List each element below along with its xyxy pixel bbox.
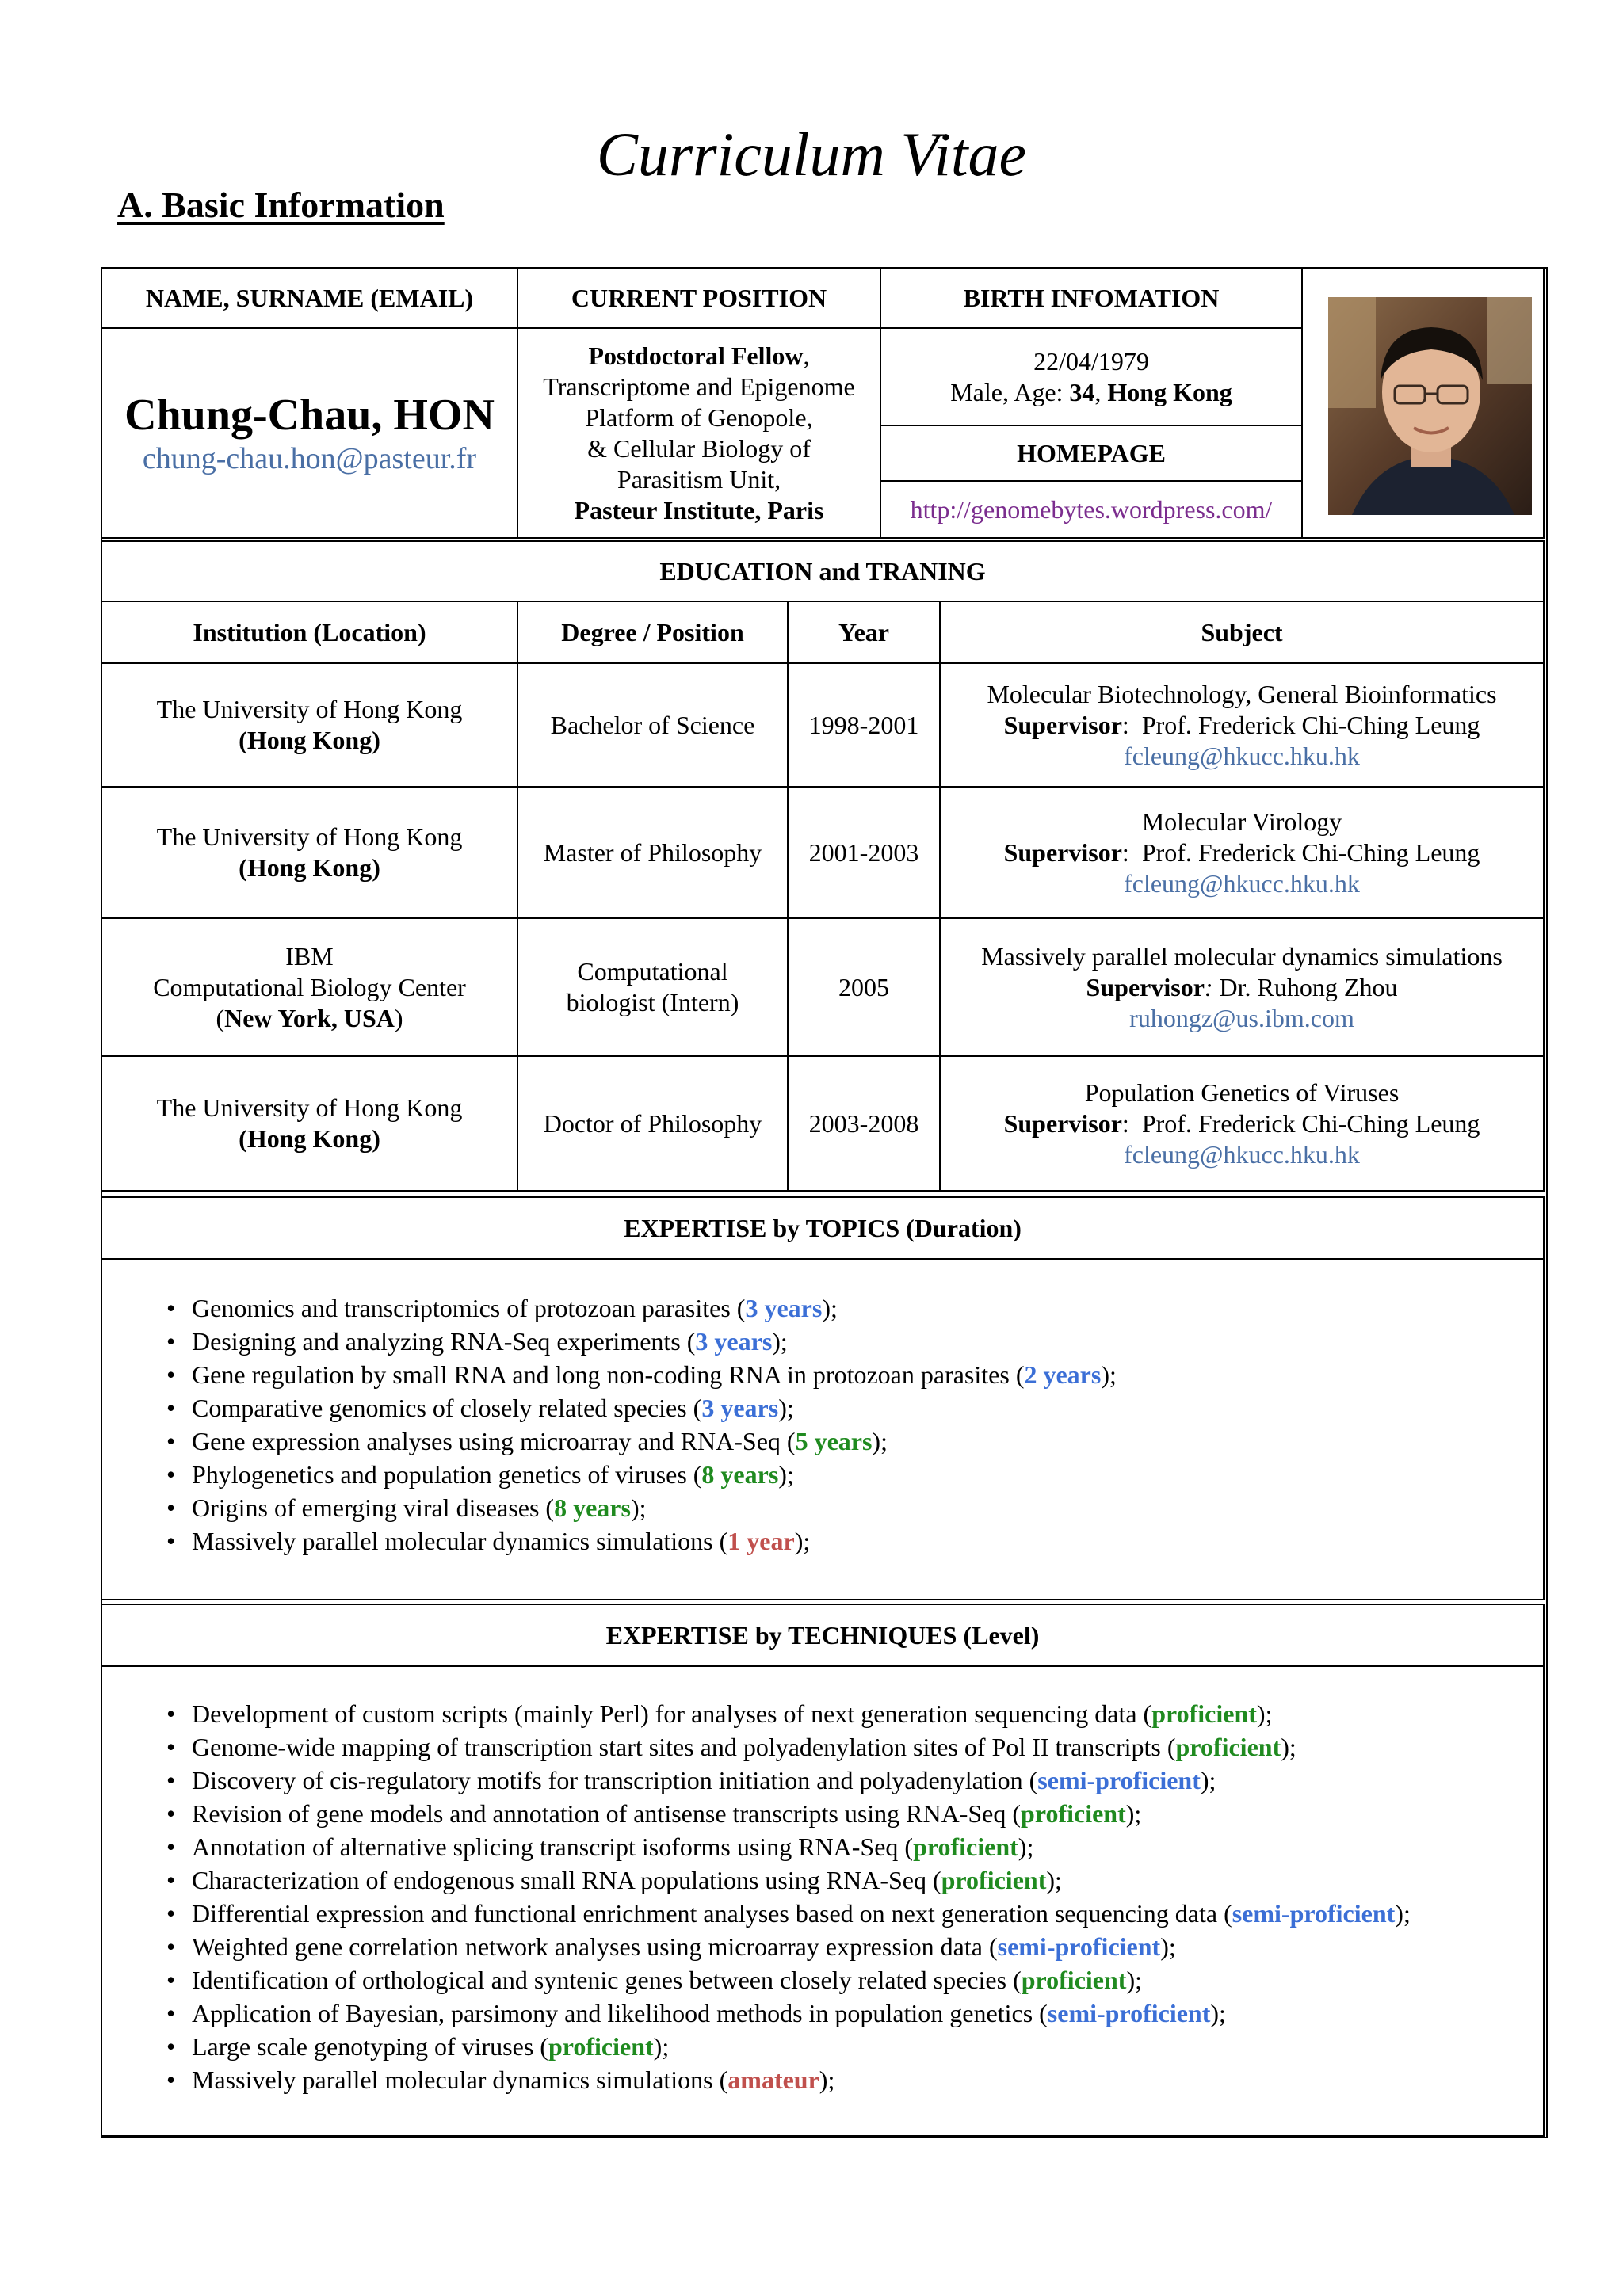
technique-item-level: amateur [727, 2065, 819, 2094]
table-row-institution: IBM Computational Biology Center (New York, USA) [101, 917, 518, 1057]
table-row-year: 2001-2003 [787, 786, 941, 919]
homepage-link[interactable]: http://genomebytes.wordpress.com/ [880, 480, 1303, 539]
technique-item: • Application of Bayesian, parsimony and likelihood methods in population genetics (semi-proficient); [166, 1997, 1411, 2030]
techniques-list [166, 1697, 1411, 2096]
topic-item-text: Genomics and transcriptomics of protozoan parasites [192, 1294, 737, 1322]
technique-item-level: proficient [913, 1833, 1018, 1861]
topic-item: • Genomics and transcriptomics of protozoan parasites (3 years); [166, 1291, 1117, 1325]
topic-item-text: Designing and analyzing RNA-Seq experiments [192, 1327, 687, 1356]
technique-item: • Differential expression and functional enrichment analyses based on next generation sequencing data (semi-proficient); [166, 1897, 1411, 1930]
birth-details: Male, Age: 34, Hong Kong [950, 377, 1232, 406]
supervisor-email[interactable]: fcleung@hkucc.hku.hk [1124, 1139, 1360, 1169]
technique-item: • Massively parallel molecular dynamics simulations (amateur); [166, 2063, 1411, 2096]
supervisor-email[interactable]: fcleung@hkucc.hku.hk [1124, 741, 1360, 770]
technique-item-text: Differential expression and functional enrichment analyses based on next generation sequencing data [192, 1899, 1224, 1928]
table-row-institution: The University of Hong Kong (Hong Kong) [101, 786, 518, 919]
topic-item: • Gene expression analyses using microarray and RNA-Seq (5 years); [166, 1425, 1117, 1458]
technique-item: • Revision of gene models and annotation of antisense transcripts using RNA-Seq (proficient); [166, 1797, 1411, 1830]
position-title: Postdoctoral Fellow [588, 341, 804, 370]
section-heading-basic-info: A. Basic Information [117, 185, 445, 225]
person-email[interactable]: chung-chau.hon@pasteur.fr [142, 441, 477, 475]
technique-item-level: semi-proficient [1232, 1899, 1396, 1928]
technique-item-text: Characterization of endogenous small RNA populations using RNA-Seq [192, 1866, 933, 1894]
education-col-year: Year [787, 601, 941, 664]
technique-item-text: Massively parallel molecular dynamics simulations [192, 2065, 720, 2094]
topic-item-level: 8 years [701, 1460, 779, 1489]
topic-item-level: 1 year [727, 1527, 795, 1555]
topic-item: • Designing and analyzing RNA-Seq experiments (3 years); [166, 1325, 1117, 1358]
technique-item-level: semi-proficient [1037, 1766, 1201, 1794]
birth-cell [880, 327, 1303, 426]
technique-item: • Large scale genotyping of viruses (proficient); [166, 2030, 1411, 2063]
technique-item-text: Identification of orthological and syntenic genes between closely related species [192, 1966, 1014, 1994]
education-title: EDUCATION and TRANING [101, 540, 1545, 602]
technique-item-level: proficient [548, 2032, 654, 2061]
technique-item-text: Application of Bayesian, parsimony and likelihood methods in population genetics [192, 1999, 1040, 2027]
technique-item-level: proficient [1151, 1699, 1257, 1728]
name-cell [101, 327, 518, 539]
topics-title: EXPERTISE by TOPICS (Duration) [101, 1196, 1545, 1260]
profile-photo [1328, 297, 1532, 515]
technique-item: • Weighted gene correlation network analyses using microarray expression data (semi-proficient); [166, 1930, 1411, 1963]
topic-item-level: 5 years [795, 1427, 873, 1455]
birth-date: 22/04/1979 [1033, 346, 1149, 376]
supervisor-email[interactable]: ruhongz@us.ibm.com [1129, 1003, 1354, 1032]
education-col-degree: Degree / Position [517, 601, 789, 664]
supervisor-email[interactable]: fcleung@hkucc.hku.hk [1124, 868, 1360, 898]
technique-item: • Development of custom scripts (mainly Perl) for analyses of next generation sequencing data (proficient); [166, 1697, 1411, 1730]
table-row-degree: Master of Philosophy [517, 786, 789, 919]
topic-item-text: Origins of emerging viral diseases [192, 1493, 546, 1522]
topic-item-level: 3 years [701, 1394, 779, 1422]
technique-item-text: Revision of gene models and annotation of antisense transcripts using RNA-Seq [192, 1799, 1013, 1828]
technique-item-text: Annotation of alternative splicing transcript isoforms using RNA-Seq [192, 1833, 905, 1861]
technique-item-text: Discovery of cis-regulatory motifs for transcription initiation and polyadenylation [192, 1766, 1029, 1794]
technique-item-level: proficient [1175, 1733, 1281, 1761]
technique-item-text: Genome-wide mapping of transcription start sites and polyadenylation sites of Pol II transcripts [192, 1733, 1167, 1761]
table-row-degree: Computational biologist (Intern) [517, 917, 789, 1057]
person-name: Chung-Chau, HON [124, 390, 495, 440]
topic-item: • Gene regulation by small RNA and long non-coding RNA in protozoan parasites (2 years); [166, 1358, 1117, 1391]
table-row-institution: The University of Hong Kong (Hong Kong) [101, 662, 518, 788]
technique-item: • Characterization of endogenous small RNA populations using RNA-Seq (proficient); [166, 1863, 1411, 1897]
technique-item: • Annotation of alternative splicing transcript isoforms using RNA-Seq (proficient); [166, 1830, 1411, 1863]
education-col-institution: Institution (Location) [101, 601, 518, 664]
position-line: & Cellular Biology of [587, 433, 811, 463]
technique-item: • Discovery of cis-regulatory motifs for transcription initiation and polyadenylation (semi-proficient); [166, 1764, 1411, 1797]
table-row-institution: The University of Hong Kong (Hong Kong) [101, 1055, 518, 1192]
table-row-degree: Doctor of Philosophy [517, 1055, 789, 1192]
header-homepage: HOMEPAGE [880, 425, 1303, 482]
table-row-degree: Bachelor of Science [517, 662, 789, 788]
topic-item-level: 3 years [745, 1294, 823, 1322]
topic-item: • Phylogenetics and population genetics of viruses (8 years); [166, 1458, 1117, 1491]
table-row-subject: Molecular Biotechnology, General Bioinformatics Supervisor: Prof. Frederick Chi-Ching Leung fcleung@hkucc.hku.hk [939, 662, 1545, 788]
topic-item-level: 3 years [695, 1327, 773, 1356]
table-row-subject: Population Genetics of Viruses Supervisor: Prof. Frederick Chi-Ching Leung fcleung@hkucc.hku.hk [939, 1055, 1545, 1192]
topic-item-text: Massively parallel molecular dynamics simulations [192, 1527, 720, 1555]
technique-item-text: Weighted gene correlation network analyses using microarray expression data [192, 1932, 989, 1961]
position-line: Transcriptome and Epigenome [543, 372, 855, 401]
technique-item: • Genome-wide mapping of transcription start sites and polyadenylation sites of Pol II transcripts (proficient); [166, 1730, 1411, 1764]
technique-item-level: semi-proficient [1047, 1999, 1211, 2027]
topics-list [166, 1291, 1117, 1558]
header-name: NAME, SURNAME (EMAIL) [101, 267, 518, 329]
table-row-subject: Massively parallel molecular dynamics simulations Supervisor: Dr. Ruhong Zhou ruhongz@us.ibm.com [939, 917, 1545, 1057]
position-line: Parasitism Unit, [617, 464, 781, 494]
topic-item-text: Gene regulation by small RNA and long non-coding RNA in protozoan parasites [192, 1360, 1016, 1389]
position-cell: Postdoctoral Fellow, Transcriptome and Epigenome Platform of Genopole, & Cellular Biology of Parasitism Unit, Pasteur Institute, Paris [517, 327, 881, 539]
topic-item-text: Phylogenetics and population genetics of viruses [192, 1460, 693, 1489]
header-birth-information: BIRTH INFOMATION [880, 267, 1303, 329]
topic-item-level: 8 years [554, 1493, 631, 1522]
topic-item: • Origins of emerging viral diseases (8 years); [166, 1491, 1117, 1524]
technique-item-level: proficient [941, 1866, 1047, 1894]
techniques-title: EXPERTISE by TECHNIQUES (Level) [101, 1604, 1545, 1667]
technique-item-text: Large scale genotyping of viruses [192, 2032, 540, 2061]
topic-item-level: 2 years [1024, 1360, 1102, 1389]
table-row-subject: Molecular Virology Supervisor: Prof. Frederick Chi-Ching Leung fcleung@hkucc.hku.hk [939, 786, 1545, 919]
technique-item: • Identification of orthological and syntenic genes between closely related species (proficient); [166, 1963, 1411, 1997]
table-row-year: 2005 [787, 917, 941, 1057]
topic-item-text: Comparative genomics of closely related species [192, 1394, 693, 1422]
topic-item-text: Gene expression analyses using microarray and RNA-Seq [192, 1427, 787, 1455]
technique-item-level: semi-proficient [997, 1932, 1161, 1961]
position-line: Platform of Genopole, [585, 402, 813, 432]
education-col-subject: Subject [939, 601, 1545, 664]
technique-item-level: proficient [1021, 1799, 1126, 1828]
topic-item: • Massively parallel molecular dynamics simulations (1 year); [166, 1524, 1117, 1558]
technique-item-text: Development of custom scripts (mainly Perl) for analyses of next generation sequencing data [192, 1699, 1144, 1728]
table-row-year: 1998-2001 [787, 662, 941, 788]
header-current-position: CURRENT POSITION [517, 267, 881, 329]
technique-item-level: proficient [1021, 1966, 1127, 1994]
table-row-year: 2003-2008 [787, 1055, 941, 1192]
topic-item: • Comparative genomics of closely related species (3 years); [166, 1391, 1117, 1425]
page-title: Curriculum Vitae [596, 120, 1027, 189]
position-institute: Pasteur Institute, Paris [574, 495, 824, 524]
